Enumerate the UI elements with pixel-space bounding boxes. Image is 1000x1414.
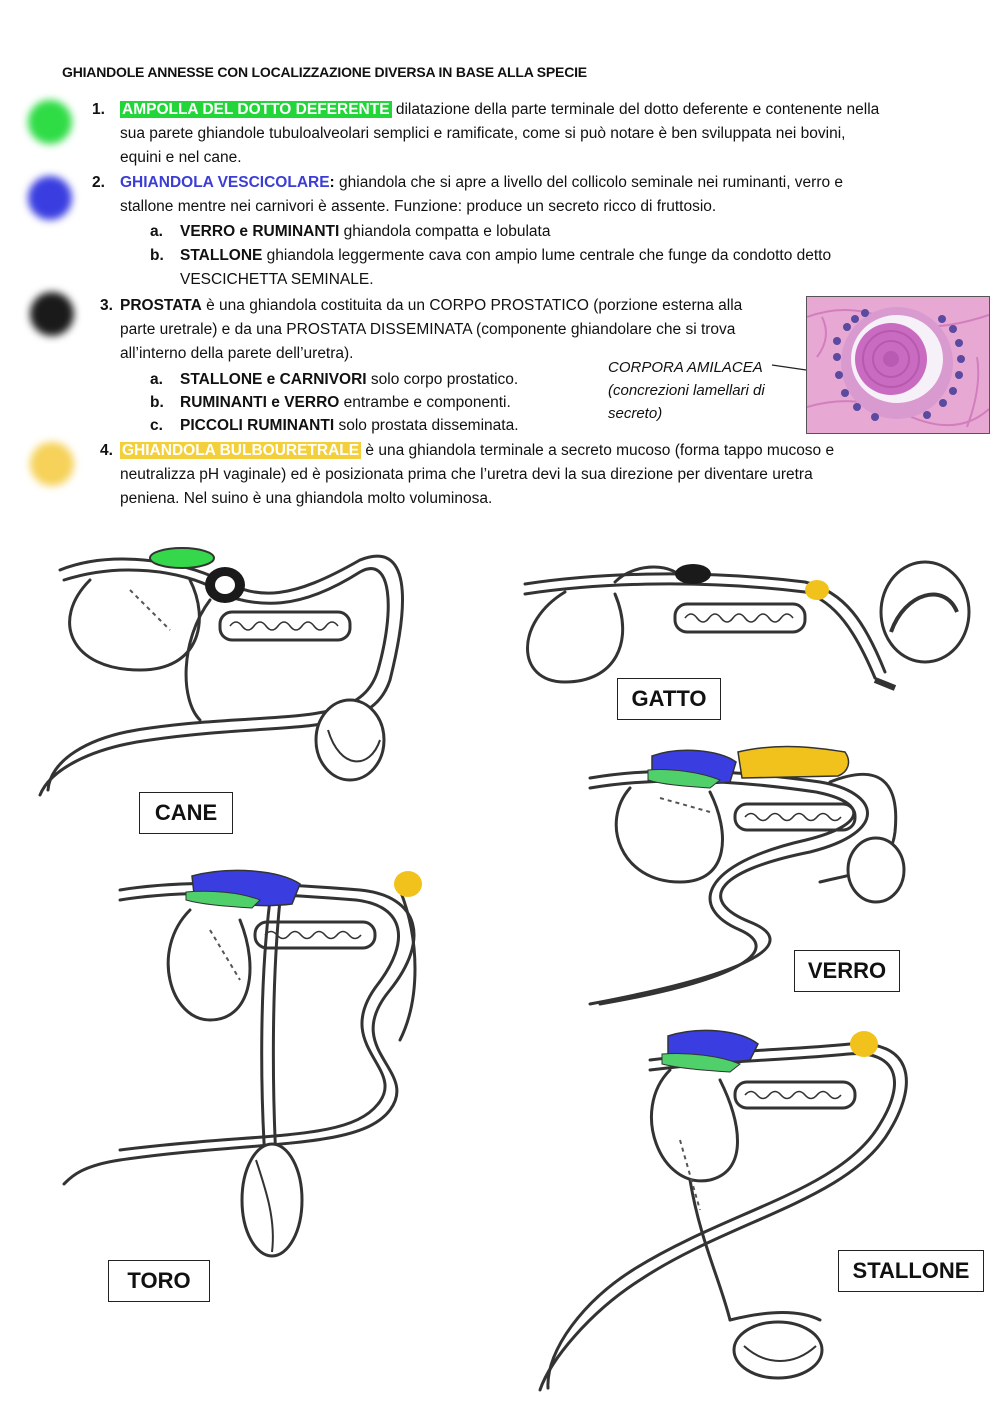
item-1-text-2: sua parete ghiandole tubuloalveolari semplici e ramificate, come si può notare è ben sviluppata nei bovini, <box>120 125 846 142</box>
item-2-name: GHIANDOLA VESCICOLARE <box>120 174 330 191</box>
item-1-text-3: equini e nel cane. <box>120 149 242 166</box>
annotation-line-2: (concrezioni lamellari di <box>608 382 765 399</box>
ampolla-color-dot <box>28 100 72 144</box>
item-3-sub-a-letter: a. <box>150 371 163 388</box>
cane-diagram <box>30 540 430 810</box>
item-2-sub-b-text-2: VESCICHETTA SEMINALE. <box>180 271 374 288</box>
item-3-text-3: all’interno della parete dell’uretra). <box>120 345 354 362</box>
item-3-sub-c-text: solo prostata disseminata. <box>334 417 519 434</box>
item-4-number: 4. <box>100 442 113 459</box>
vescicolare-color-dot <box>28 176 72 220</box>
item-2-sub-a-letter: a. <box>150 223 163 240</box>
item-3-sub-b-bold: RUMINANTI e VERRO <box>180 394 340 411</box>
item-1-name: AMPOLLA DEL DOTTO DEFERENTE <box>122 101 390 118</box>
item-3-name: PROSTATA <box>120 297 202 314</box>
item-4-text-3: peniena. Nel suino è una ghiandola molto voluminosa. <box>120 490 493 507</box>
bulbouretrale-color-dot <box>30 442 74 486</box>
species-label-gatto: GATTO <box>617 678 721 720</box>
item-2-sub-a-bold: VERRO e RUMINANTI <box>180 223 340 240</box>
item-3-sub-c-bold: PICCOLI RUMINANTI <box>180 417 335 434</box>
item-2-sub-b-text: ghiandola leggermente cava con ampio lume centrale che funge da condotto detto <box>262 247 832 264</box>
item-4-paragraph <box>120 439 960 511</box>
item-3-sub-a-text: solo corpo prostatico. <box>366 371 519 388</box>
item-3-sub-c-letter: c. <box>150 417 163 434</box>
item-3-text-1: è una ghiandola costituita da un CORPO PROSTATICO (porzione esterna alla <box>201 297 743 314</box>
item-3-text-2: parte uretrale) e da una PROSTATA DISSEMINATA (componente ghiandolare che si trova <box>120 321 736 338</box>
toro-diagram <box>60 860 450 1260</box>
species-label-cane: CANE <box>139 792 233 834</box>
gatto-diagram <box>505 552 975 702</box>
item-2-colon: : <box>329 174 335 191</box>
page-title: GHIANDOLE ANNESSE CON LOCALIZZAZIONE DIVERSA IN BASE ALLA SPECIE <box>62 64 587 80</box>
item-3-sub-a <box>150 368 590 392</box>
item-2-sub-b-letter: b. <box>150 247 164 264</box>
species-label-stallone: STALLONE <box>838 1250 984 1292</box>
species-label-verro: VERRO <box>794 950 900 992</box>
item-2-sub-b <box>150 244 950 292</box>
item-4-text-2: neutralizza pH vaginale) ed è posizionata prima che l’uretra devi la sua direzione per diventare uretra <box>120 466 813 483</box>
item-2-text-1: ghiandola che si apre a livello del collicolo seminale nei ruminanti, verro e <box>334 174 844 191</box>
species-label-toro: TORO <box>108 1260 210 1302</box>
item-2-sub-a-text: ghiandola compatta e lobulata <box>339 223 551 240</box>
prostata-color-dot <box>30 292 74 336</box>
item-3-sub-a-bold: STALLONE e CARNIVORI <box>180 371 367 388</box>
item-3-sub-c <box>150 414 590 438</box>
item-2-number: 2. <box>92 174 105 191</box>
item-1-paragraph <box>120 98 960 170</box>
item-3-sub-b <box>150 391 590 415</box>
item-1-number: 1. <box>92 101 105 118</box>
item-2-paragraph <box>120 171 960 219</box>
annotation-line-1: CORPORA AMILACEA <box>608 359 763 376</box>
item-4-text-1: è una ghiandola terminale a secreto mucoso (forma tappo mucoso e <box>361 442 835 459</box>
stallone-diagram <box>530 1020 950 1400</box>
item-2-sub-a <box>150 220 950 244</box>
item-1-text-1: dilatazione della parte terminale del dotto deferente e contenente nella <box>391 101 880 118</box>
verro-diagram <box>560 742 980 1012</box>
item-3-number: 3. <box>100 297 113 314</box>
item-3-sub-b-letter: b. <box>150 394 164 411</box>
item-3-sub-b-text: entrambe e componenti. <box>339 394 511 411</box>
item-2-text-2: stallone mentre nei carnivori è assente. Funzione: produce un secreto ricco di fruttosio. <box>120 198 717 215</box>
item-4-name: GHIANDOLA BULBOURETRALE <box>122 442 360 459</box>
corpora-amilacea-annotation <box>608 356 765 425</box>
item-2-sub-b-bold: STALLONE <box>180 247 263 264</box>
annotation-line-3: secreto) <box>608 405 663 422</box>
prostate-micrograph-image <box>806 296 990 434</box>
